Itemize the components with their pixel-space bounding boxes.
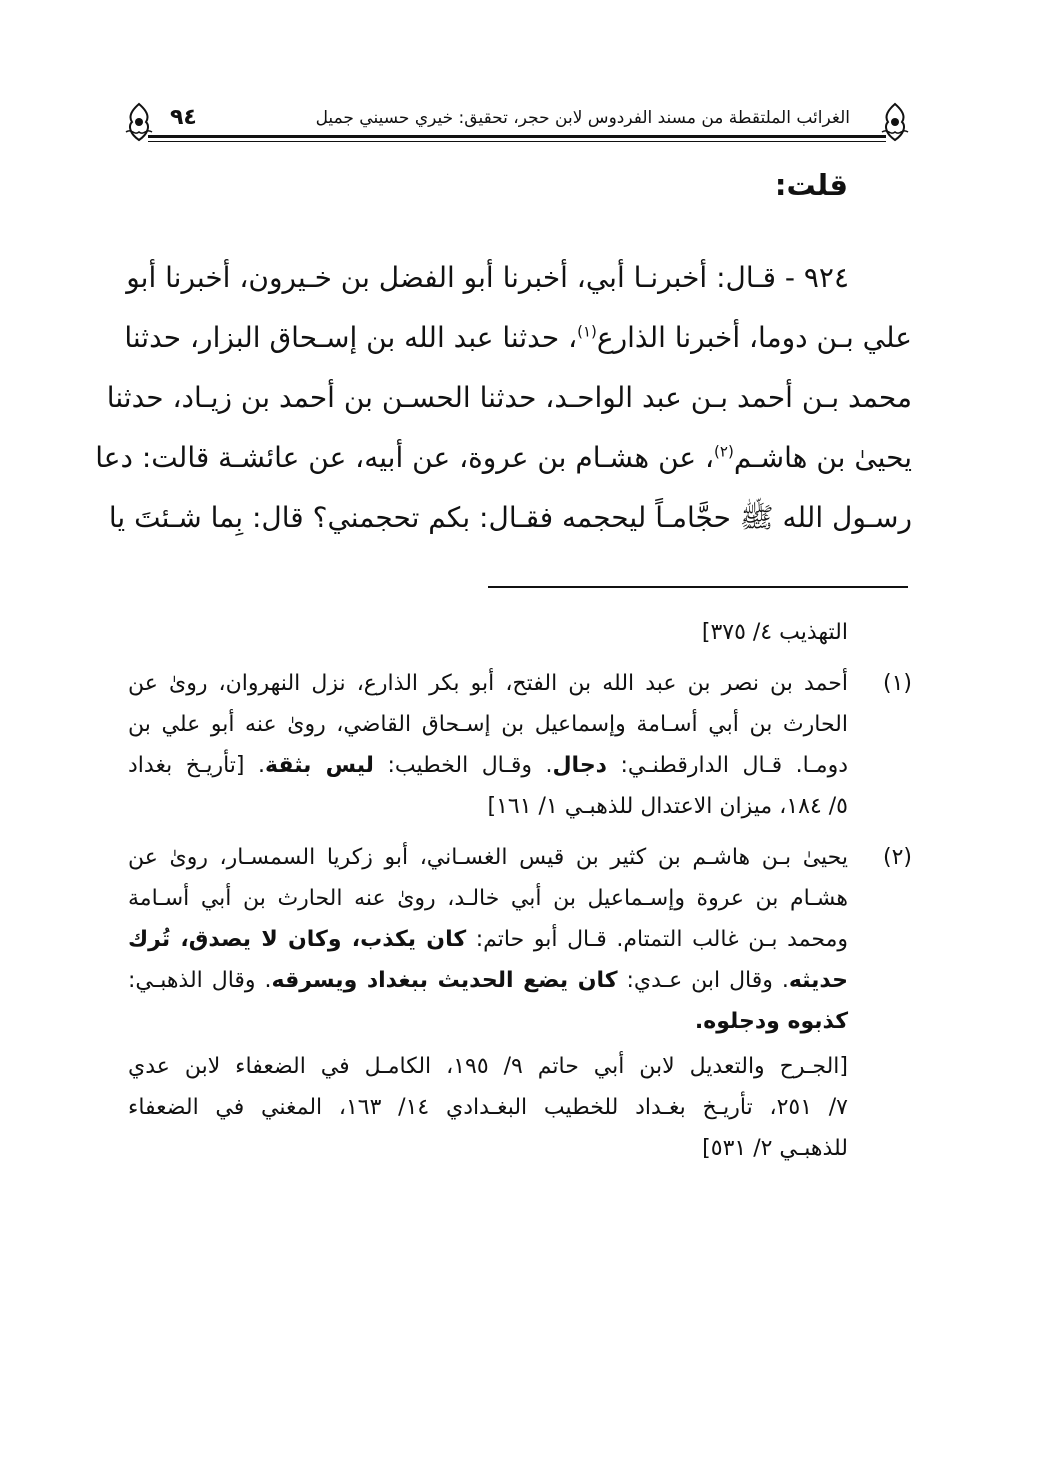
footnote-line: [128, 919, 848, 960]
section-heading: قلت:: [774, 168, 848, 202]
footnote-emphasis: دجال: [552, 753, 607, 778]
footnote-fragment: . [تأريـخ بغداد: [128, 753, 266, 778]
text-fragment: علي بـن دوما، أخبرنا الذارع: [596, 321, 912, 354]
footnote-body: [128, 663, 848, 827]
text-line: محمد بـن أحمد بـن عبد الواحـد، حدثنا الحسـن بن أحمد بن زيـاد، حدثنا: [106, 381, 912, 414]
footnote-marker[interactable]: (١): [577, 322, 597, 341]
footnote-emphasis: كان يضع الحديث ببغداد ويسرقه: [271, 968, 618, 993]
text-fragment: ، حدثنا عبد الله بن إسـحاق البزار، حدثنا: [124, 321, 578, 354]
text-fragment: ، عن هشـام بن عروة، عن أبيه، عن عائشـة قالت: دعا: [95, 441, 715, 474]
header-rule: [148, 135, 886, 138]
footnote-item: [128, 837, 912, 1042]
reference-line: للذهبـي ٢/ ٥٣١]: [702, 1136, 848, 1161]
footnote-fragment: دومـا. قـال الدارقطنـي:: [606, 753, 848, 778]
footnote-item: [128, 663, 912, 827]
footnote-fragment: ومحمد بـن غالب التمتام. قـال أبو حاتم:: [466, 927, 849, 952]
footnote-number: (١): [882, 671, 912, 696]
footnote-emphasis: كان يكذب، وكان لا يصدق، تُرك: [128, 927, 467, 952]
footnote-line: ٥/ ١٨٤، ميزان الاعتدال للذهبـي ١/ ١٦١]: [487, 794, 848, 819]
footnote-references: [128, 1046, 912, 1169]
running-header: [122, 102, 912, 150]
header-rule-thin: [148, 141, 886, 142]
footnote-carryover: التهذيب ٤/ ٣٧٥]: [701, 620, 848, 645]
page-number: ٩٤: [170, 105, 197, 130]
footnote-marker[interactable]: (٢): [714, 442, 734, 461]
footnote-line: يحيىٰ بـن هاشـم بن كثير بن قيس الغسـاني، أبو زكريا السمسـار، روىٰ عن: [128, 845, 848, 870]
footnote-fragment: . وقال الذهبـي:: [128, 968, 272, 993]
footnote-fragment: . وقـال الخطيب:: [373, 753, 553, 778]
footnote-emphasis: حديثه: [788, 968, 848, 993]
text-line: [124, 308, 912, 368]
text-fragment: يحيىٰ بن هاشـم: [733, 441, 912, 474]
text-line: ٩٢٤ - قـال: أخبرنـا أبي، أخبرنا أبو الفضل بن خـيرون، أخبرنا أبو: [126, 261, 849, 294]
footnotes: [128, 612, 912, 1169]
main-text: [95, 248, 912, 548]
footnote-fragment: . وقال ابن عـدي:: [617, 968, 789, 993]
footnote-line: أحمد بن نصر بن عبد الله بن الفتح، أبو بكر الذارع، نزل النهروان، روىٰ عن: [128, 671, 848, 696]
footnote-separator: [488, 586, 908, 588]
text-line: [95, 428, 912, 488]
footnote-number: (٢): [882, 845, 912, 870]
footnote-line: هشـام بن عروة وإسـماعيل بن أبي خالـد، روىٰ عنه الحارث بن أبي أسـامة: [128, 886, 848, 911]
footnote-body: [128, 837, 848, 1042]
text-line: رسـول الله ﷺ حجَّامـاً ليحجمه فقـال: بكم تحجمني؟ قال: بِما شـئتَ يا: [108, 501, 912, 534]
reference-line: ٧/ ٢٥١، تأريـخ بغـداد للخطيب البغـدادي ١٤/ ١٦٣، المغني في الضعفاء: [128, 1095, 848, 1120]
footnote-emphasis: كذبوه ودجلوه.: [694, 1009, 848, 1034]
footnote-line: [128, 745, 848, 786]
footnote-line: [128, 1001, 848, 1042]
footnote-emphasis: ليس بثقة: [265, 753, 374, 778]
header-title: الغرائب الملتقطة من مسند الفردوس لابن حجر، تحقيق: خيري حسيني جميل: [315, 108, 850, 128]
footnote-line: [128, 960, 848, 1001]
reference-line: [الجـرح والتعديل لابن أبي حاتم ٩/ ١٩٥، الكامـل في الضعفاء لابن عدي: [128, 1054, 848, 1079]
footnote-line: الحارث بن أبي أسـامة وإسماعيل بن إسـحاق القاضي، روىٰ عنه أبو علي بن: [128, 712, 848, 737]
